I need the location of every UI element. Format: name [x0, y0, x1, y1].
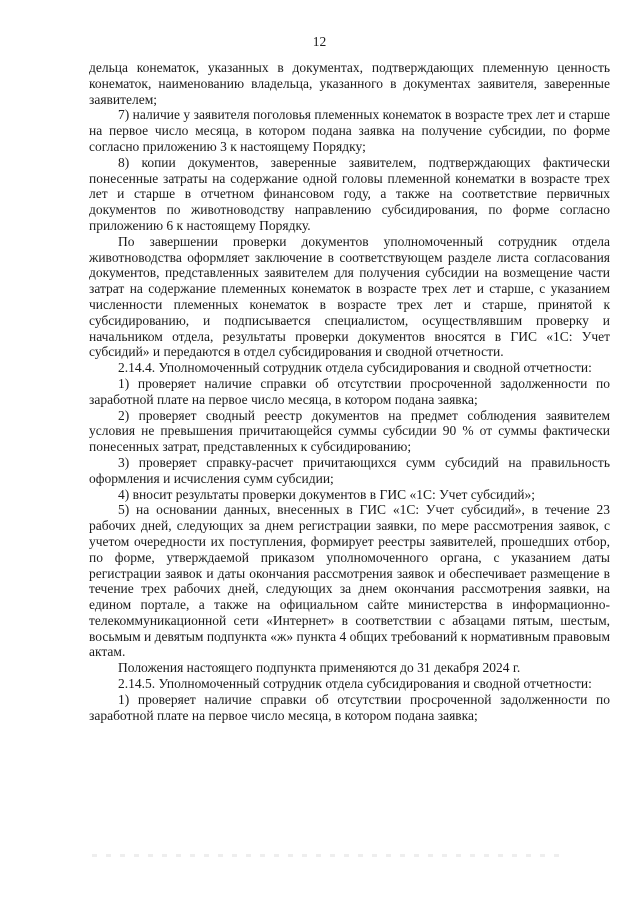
- paragraph-2-14-4-item-5: 5) на основании данных, внесенных в ГИС «1С: Учет субсидий», в течение 23 рабочих дней, следующих за днем регистрации заявки, по мере рассмотрения заявок, с учетом очередности их поступления, формирует реестры заявителей, прошедших отбор, по форме, утверждаемой приказом уполномоченного органа, с указанием даты регистрации заявок и даты окончания рассмотрения заявок и обеспечивает размещение в течение трех рабочих дней, следующих за днем окончания рассмотрения заявки, на едином портале, а также на официальном сайте министерства в информационно-телекоммуникационной сети «Интернет» в соответствии с абзацами пятым, шестым, восьмым и девятым подпункта «ж» пункта 4 общих требований к нормативным правовым актам.: [89, 502, 610, 660]
- page-number: 12: [312, 34, 327, 49]
- scan-artifact: [92, 854, 562, 857]
- paragraph-2-14-5-item-1: 1) проверяет наличие справки об отсутствии просроченной задолженности по заработной плате на первое число месяца, в котором подана заявка;: [89, 691, 610, 723]
- paragraph-item-7: 7) наличие у заявителя поголовья племенных конематок в возрасте трех лет и старше на первое число месяца, в котором подана заявка на получение субсидии, по форме согласно приложению 3 к настоящему Порядку;: [89, 107, 610, 154]
- paragraph-2-14-4-item-1: 1) проверяет наличие справки об отсутствии просроченной задолженности по заработной плате на первое число месяца, в котором подана заявка;: [89, 375, 610, 407]
- paragraph-section-2-14-5: 2.14.5. Уполномоченный сотрудник отдела субсидирования и сводной отчетности:: [118, 676, 592, 692]
- paragraph-item-8: 8) копии документов, заверенные заявителем, подтверждающих фактически понесенные затраты на содержание одной головы племенной конематки в возрасте трех лет и старше в отчетном финансовом году, а также на соответствие первичных документов по животноводству направлению субсидирования, по форме согласно приложению 6 к настоящему Порядку.: [89, 154, 610, 233]
- document-body: [89, 60, 610, 723]
- paragraph-2-14-4-item-3: 3) проверяет справку-расчет причитающихся сумм субсидий на правильность оформления и исчисления сумм субсидии;: [89, 454, 610, 486]
- paragraph-2-14-4-item-4: 4) вносит результаты проверки документов в ГИС «1С: Учет субсидий»;: [118, 486, 536, 502]
- paragraph-continuation: дельца конематок, указанных в документах, подтверждающих племенную ценность конематок, наименованию владельца, указанного в документах заявителя, заверенные заявителем;: [89, 60, 610, 107]
- paragraph-livestock-conclusion: По завершении проверки документов уполномоченный сотрудник отдела животноводства оформляет заключение в соответствующем разделе листа согласования документов, представленных заявителем для получения субсидии на возмещение части затрат на содержание племенных конематок в возрасте трех лет и старше, с указанием численности племенных конематок в возрасте трех лет и старше, принятой к субсидированию, и подписывается специалистом, осуществлявшим проверку и начальником отдела, результаты проверки документов вносятся в ГИС «1С: Учет субсидий» и передаются в отдел субсидирования и сводной отчетности.: [89, 233, 610, 360]
- paragraph-section-2-14-4: 2.14.4. Уполномоченный сотрудник отдела субсидирования и сводной отчетности:: [118, 360, 592, 376]
- paragraph-2-14-4-item-2: 2) проверяет сводный реестр документов на предмет соблюдения заявителем условия не превышения причитающейся суммы субсидии 90 % от суммы фактически понесенных затрат, представленных к субсидированию;: [89, 407, 610, 455]
- paragraph-validity-note: Положения настоящего подпункта применяются до 31 декабря 2024 г.: [118, 660, 521, 676]
